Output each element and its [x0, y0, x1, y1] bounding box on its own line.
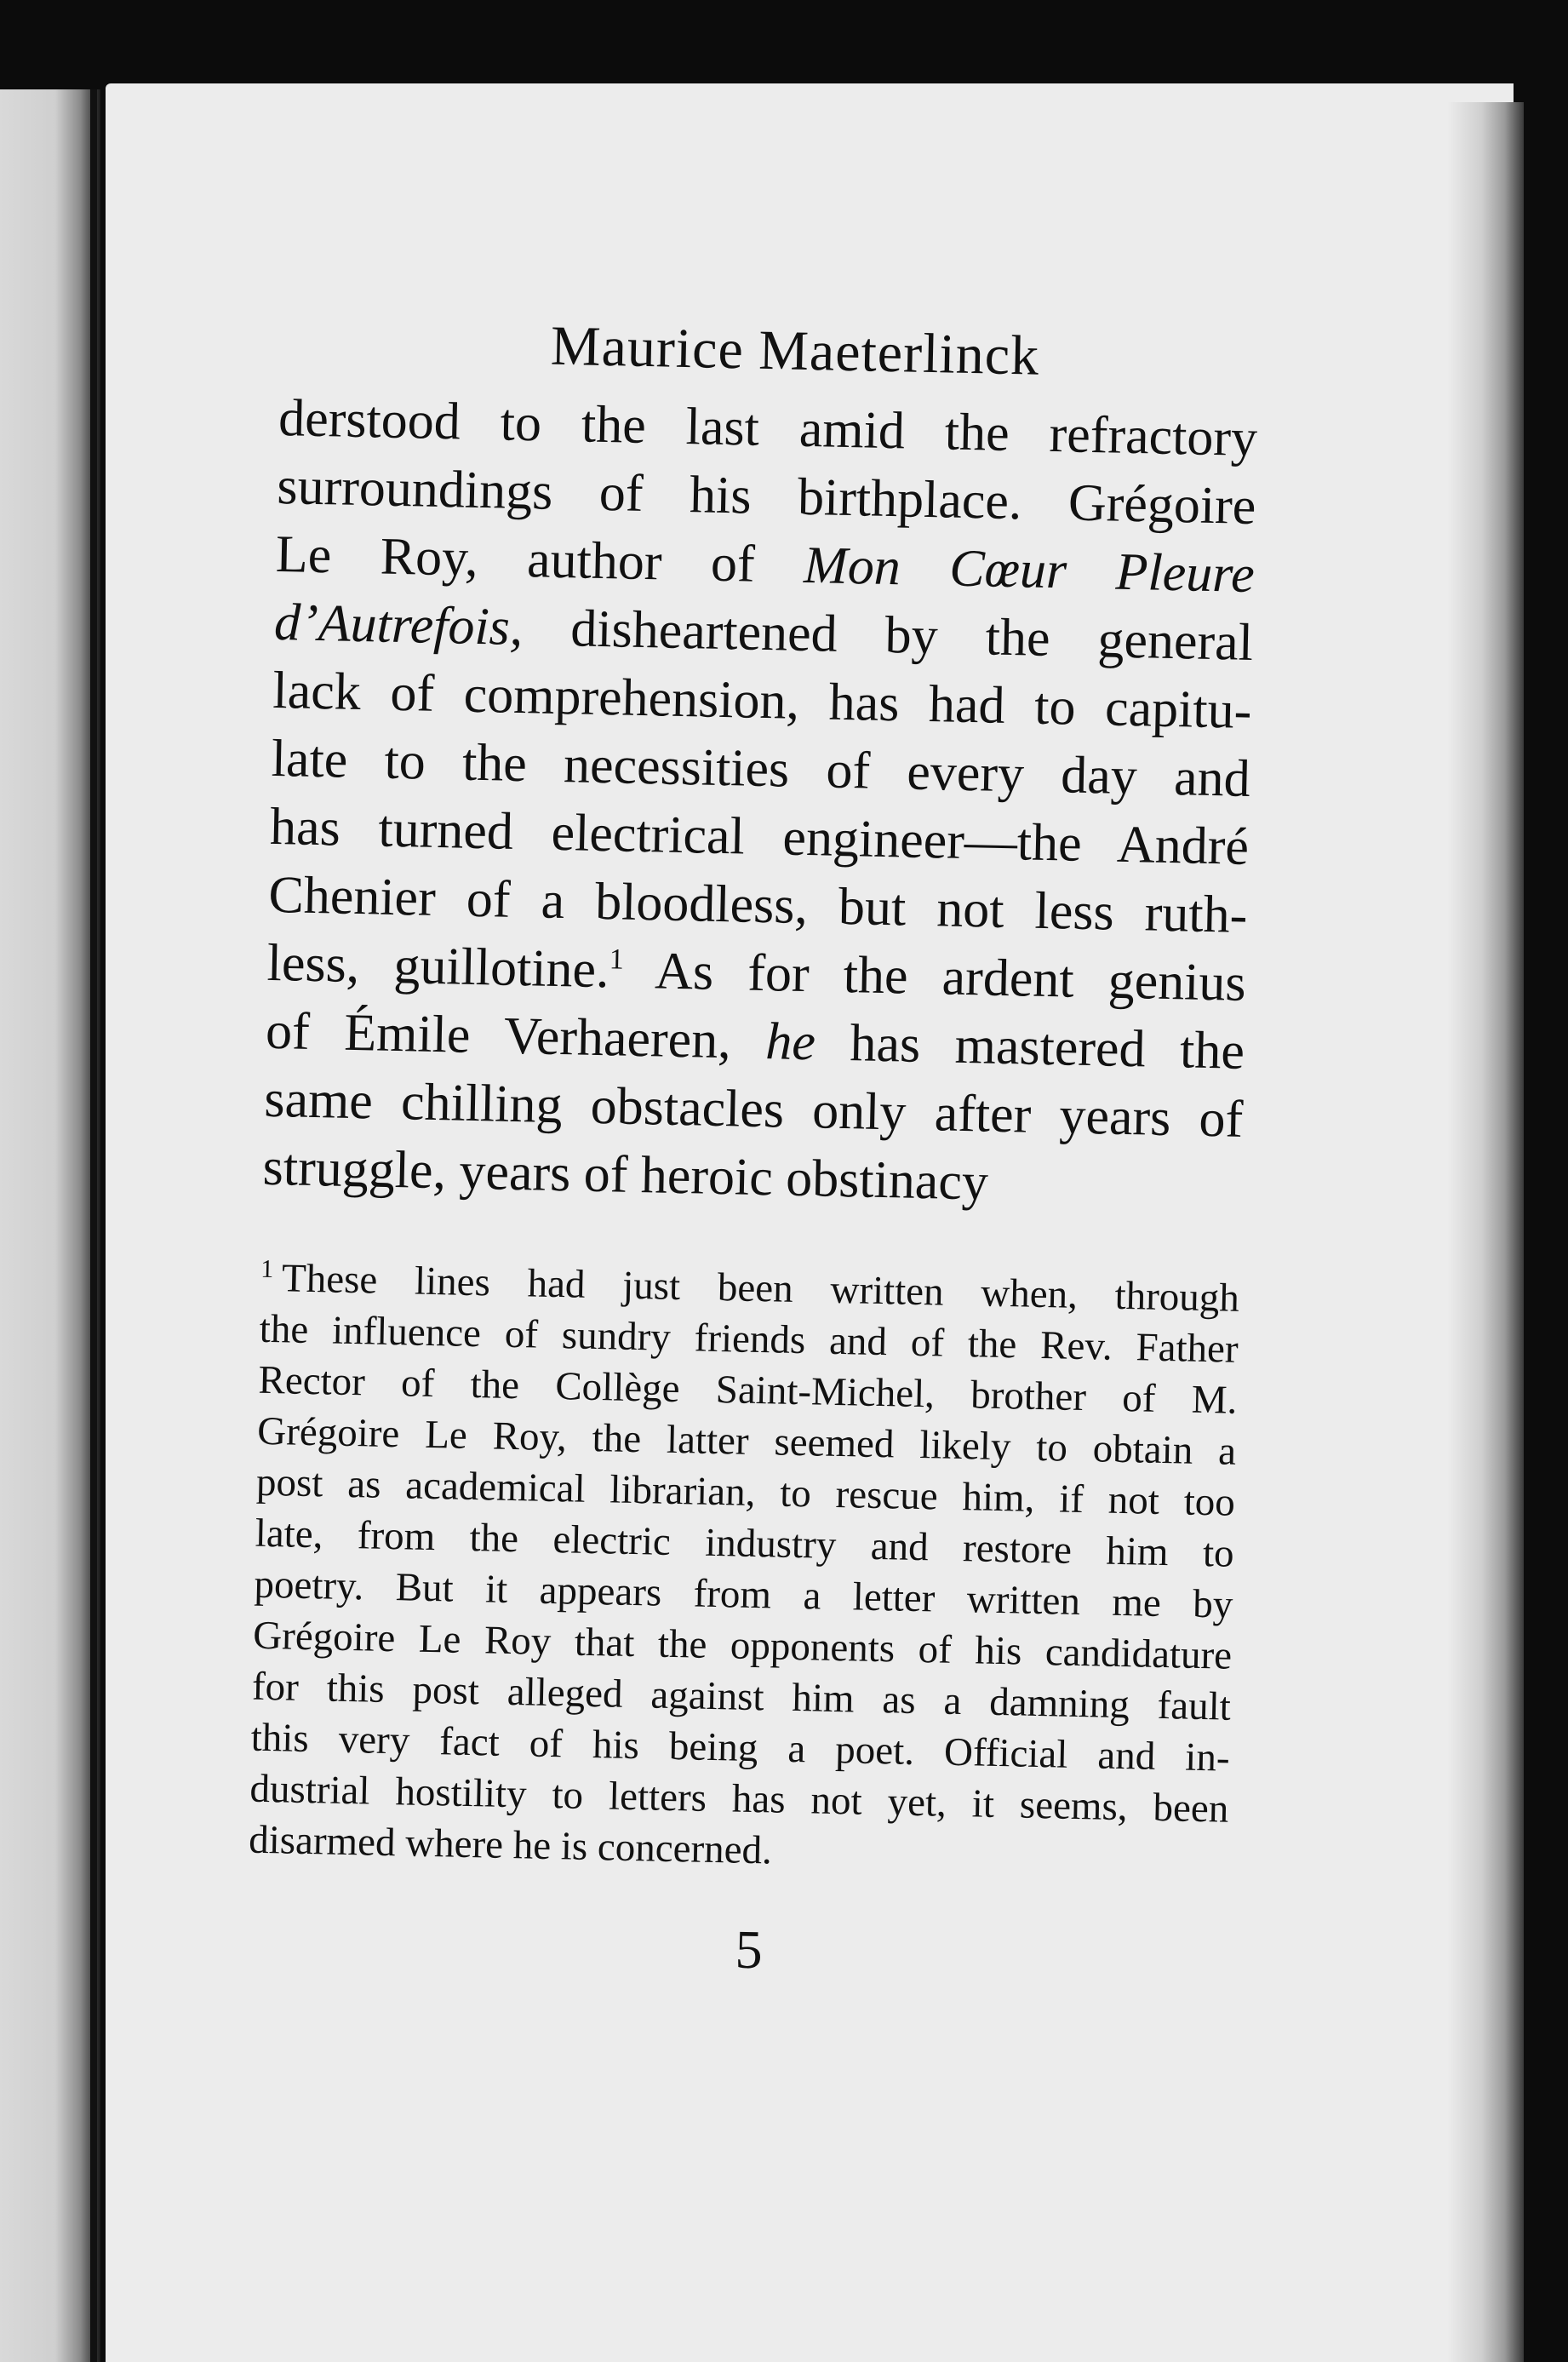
- footnote: [249, 1253, 1240, 1886]
- footnote-line: the influence of sundry friends and of the Rev. Father: [259, 1306, 1239, 1373]
- page-right-edge: [1447, 102, 1524, 2362]
- body-line: late to the necessities of every day and: [271, 730, 1251, 809]
- footnote-line: for this post alleged against him as a damning fault: [251, 1664, 1232, 1729]
- body-text-run: has mastered the: [815, 1013, 1245, 1081]
- running-head: Maurice Maeterlinck: [550, 314, 1040, 387]
- footnote-line: late, from the electric industry and restore him to: [255, 1511, 1235, 1576]
- body-line: same chilling obstacles only after years of: [263, 1069, 1244, 1149]
- footnote-line: this very fact of his being a poet. Official and in-: [250, 1715, 1231, 1780]
- footnote-line: disarmed where he is concerned.: [248, 1817, 773, 1873]
- body-line: has turned electrical engineer—the André: [269, 798, 1250, 877]
- body-text-run: of Émile Verhaeren,: [265, 1002, 767, 1071]
- footnote-text-run: These lines had just been written when, through: [281, 1256, 1240, 1321]
- body-text-run: less, guillotine.: [266, 934, 610, 1000]
- body-paragraph: [262, 384, 1258, 1222]
- footnote-line: Rector of the Collège Saint-Michel, brother of M.: [258, 1357, 1238, 1423]
- footnote-line: post as academical librarian, to rescue him, if not too: [255, 1459, 1236, 1525]
- body-line: lack of comprehension, has had to capitu-: [272, 662, 1253, 741]
- footnote-marker: 1: [260, 1254, 274, 1284]
- body-line: derstood to the last amid the refractory: [278, 389, 1258, 468]
- body-line: struggle, years of heroic obstinacy: [262, 1138, 989, 1212]
- footnote-line: Grégoire Le Roy, the latter seemed likely to obtain a: [256, 1408, 1237, 1474]
- italic-emphasis-run: he: [764, 1012, 816, 1072]
- italic-title-run: d’Autrefois,: [273, 593, 524, 657]
- body-text-run: disheartened by the general: [522, 599, 1254, 673]
- body-text-run: As for the ardent genius: [622, 941, 1247, 1013]
- page-text-block: [246, 307, 1260, 1992]
- footnote-reference: 1: [609, 943, 625, 976]
- italic-title-run: Mon Cœur Pleure: [803, 536, 1256, 605]
- page-number: 5: [734, 1918, 764, 1981]
- body-line: Chenier of a bloodless, but not less ruth-: [267, 866, 1248, 945]
- body-line: surroundings of his birthplace. Grégoire: [276, 457, 1257, 536]
- footnote-line: Grégoire Le Roy that the opponents of his candidature: [252, 1613, 1233, 1678]
- book-gutter: [90, 89, 97, 2362]
- body-text-run: Le Roy, author of: [275, 525, 804, 595]
- footnote-line: poetry. But it appears from a letter written me by: [254, 1562, 1233, 1627]
- left-page-edge: [0, 89, 100, 2362]
- footnote-line: dustrial hostility to letters has not yet, it seems, been: [249, 1766, 1229, 1832]
